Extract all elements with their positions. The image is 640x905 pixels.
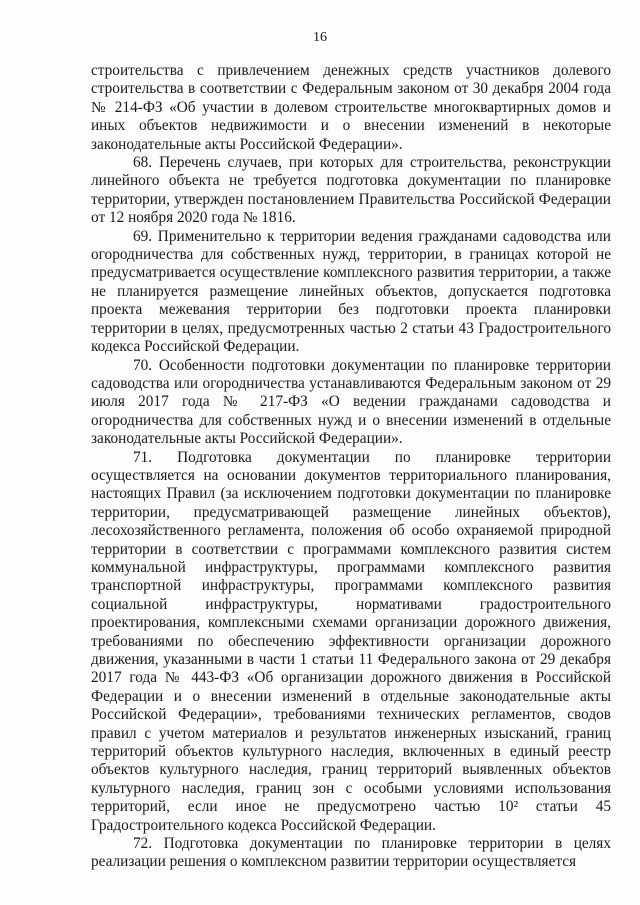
paragraph-71: 71. Подготовка документации по планировке территории осуществляется на основании документов территориального планирования, настоящих Правил (за исключением подготовки документации по планировке территории, предусматривающей размещение линейных объектов), лесохозяйственного регламента, положения об особо охраняемой природной территории в соответствии с программами комплексного развития систем коммунальной инфраструктуры, программами комплексного развития транспортной инфраструктуры, программами комплексного развития социальной инфраструктуры, нормативами градостроительного проектирования, комплексными схемами организации дорожного движения, требованиями по обеспечению эффективности организации дорожного движения, указанными в части 1 статьи 11 Федерального закона от 29 декабря 2017 года № 443-ФЗ «Об организации дорожного движения в Российской Федерации и о внесении изменений в отдельные законодательные акты Российской Федерации», требованиями технических регламентов, сводов правил с учетом материалов и результатов инженерных изысканий, границ территорий объектов культурного наследия, включенных в единый реестр объектов культурного наследия, границ территорий выявленных объектов культурного наследия, границ зон с особыми условиями использования территорий, если иное не предусмотрено частью 10² статьи 45 Градостроительного кодекса Российской Федерации. [91, 448, 611, 834]
paragraph-70: 70. Особенности подготовки документации по планировке территории садоводства или огородничества устанавливаются Федеральным законом от 29 июля 2017 года № 217-ФЗ «О ведении гражданами садоводства и огородничества для собственных нужд и о внесении изменений в отдельные законодательные акты Российской Федерации». [91, 356, 611, 448]
document-body [91, 62, 611, 872]
paragraph-68: 68. Перечень случаев, при которых для строительства, реконструкции линейного объекта не требуется подготовка документации по планировке территории, утвержден постановлением Правительства Российской Федерации от 12 ноября 2020 года № 1816. [91, 154, 611, 227]
paragraph-continuation: строительства с привлечением денежных средств участников долевого строительства в соответствии с Федеральным законом от 30 декабря 2004 года № 214-ФЗ «Об участии в долевом строительстве многоквартирных домов и иных объектов недвижимости и о внесении изменений в некоторые законодательные акты Российской Федерации». [91, 62, 611, 153]
paragraph-72: 72. Подготовка документации по планировке территории в целях реализации решения о комплексном развитии территории осуществляется [91, 835, 611, 871]
page-number: 16 [313, 30, 327, 45]
paragraph-69: 69. Применительно к территории ведения гражданами садоводства или огородничества для собственных нужд, территории, в границах которой не предусматривается осуществление комплексного развития территории, а также не планируется размещение линейных объектов, допускается подготовка проекта межевания территории без подготовки проекта планировки территории в целях, предусмотренных частью 2 статьи 43 Градостроительного кодекса Российской Федерации. [91, 227, 611, 356]
